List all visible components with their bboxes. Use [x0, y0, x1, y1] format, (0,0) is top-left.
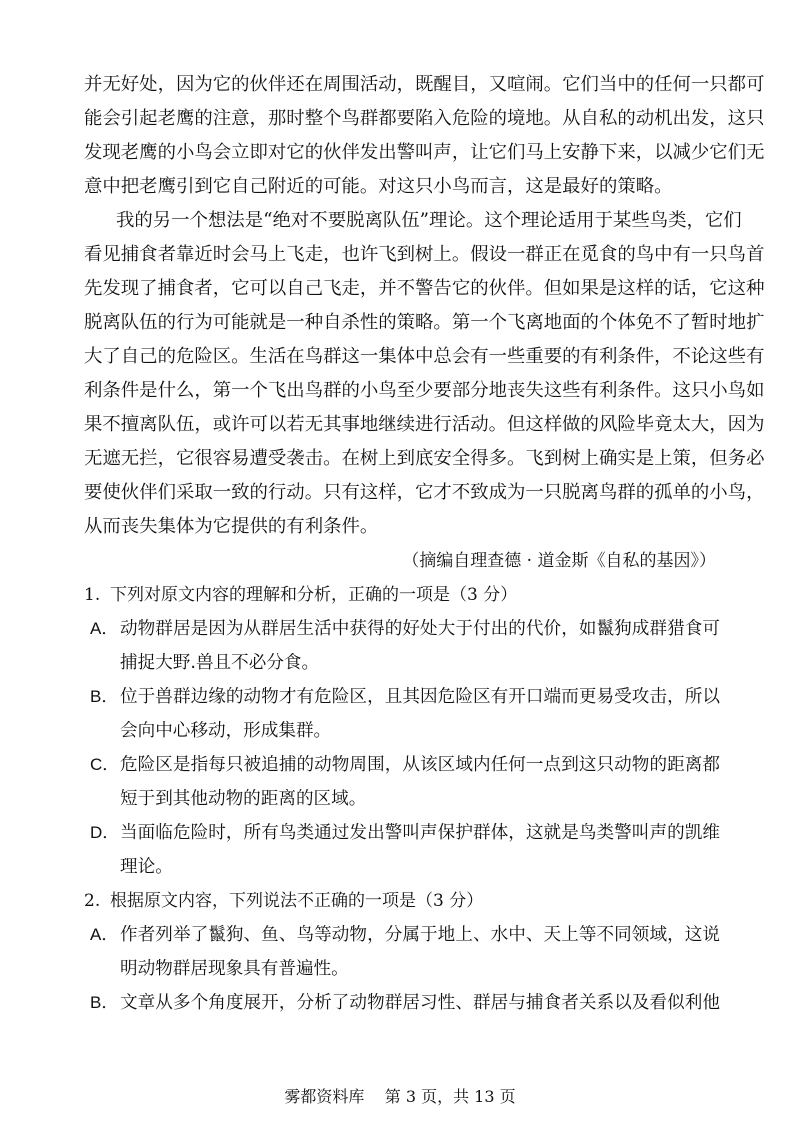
passage-p2-line-3: 先发现了捕食者，它可以自己飞走，并不警告它的伙伴。但如果是这样的话，它这种: [84, 278, 765, 299]
q2-option-b-letter: B．: [90, 993, 119, 1012]
q2-option-a-line-1: 作者列举了鬣狗、鱼、鸟等动物，分属于地上、水中、天上等不同领域，这说: [120, 925, 720, 945]
q1-option-c-letter: C．: [90, 755, 120, 774]
q2-option-a-letter: A．: [90, 925, 119, 944]
passage-p2-line-5: 大了自己的危险区。生活在鸟群这一集体中总会有一些重要的有利条件，不论这些有: [84, 346, 765, 367]
q1-option-a-letter: A．: [90, 619, 119, 638]
q1-option-c-line-1: 危险区是指每只被追捕的动物周围，从该区域内任何一点到这只动物的距离都: [120, 755, 720, 775]
q1-option-b-letter: B．: [90, 687, 119, 706]
question-1-stem: 下列对原文内容的理解和分析，正确的一项是（3 分）: [110, 585, 518, 605]
page-footer: [0, 1086, 800, 1108]
q1-option-d-letter: D．: [90, 823, 120, 842]
passage-p1-line-4: 意中把老鹰引到它自己附近的可能。对这只小鸟而言，这是最好的策略。: [84, 176, 673, 197]
footer-page-number: 第 3 页，共 13 页: [384, 1087, 516, 1106]
source-citation: （摘编自理查德 · 道金斯《自私的基因》）: [402, 551, 716, 571]
q1-option-d-line-2: 理论。: [120, 857, 173, 877]
q1-option-a-line-2: 捕捉大野.兽且不必分食。: [120, 653, 320, 673]
question-2: [84, 889, 724, 913]
question-2-stem: 根据原文内容，下列说法不正确的一项是（3 分）: [110, 891, 484, 911]
footer-library-name: 雾都资料库: [284, 1087, 365, 1106]
q1-option-c-line-2: 短于到其他动物的距离的区域。: [120, 789, 367, 809]
question-1-number: 1.: [84, 585, 101, 605]
passage-p1-line-3: 发现老鹰的小鸟会立即对它的伙伴发出警叫声，让它们马上安静下来，以减少它们无: [84, 142, 765, 163]
passage-p2-line-8: 无遮无拦，它很容易遭受袭击。在树上到底安全得多。飞到树上确实是上策，但务必: [84, 448, 765, 469]
passage-p1-line-2: 能会引起老鹰的注意，那时整个鸟群都要陷入危险的境地。从自私的动机出发，这只: [84, 108, 765, 129]
question-2-number: 2.: [84, 891, 101, 911]
question-1: [84, 583, 724, 607]
passage-p2-line-7: 果不擅离队伍，或许可以若无其事地继续进行活动。但这样做的风险毕竟太大，因为: [84, 414, 765, 435]
q1-option-b-line-2: 会向中心移动，形成集群。: [120, 721, 332, 741]
q2-option-a-line-2: 明动物群居现象具有普遍性。: [120, 959, 349, 979]
q1-option-d-line-1: 当面临危险时，所有鸟类通过发出警叫声保护群体，这就是鸟类警叫声的凯维: [120, 823, 720, 843]
q1-option-b-line-1: 位于兽群边缘的动物才有危险区，且其因危险区有开口端而更易受攻击，所以: [120, 687, 720, 707]
passage-p2-line-10: 从而丧失集体为它提供的有利条件。: [84, 516, 379, 537]
passage-p2-line-1: 我的另一个想法是“绝对不要脱离队伍”理论。这个理论适用于某些鸟类，它们: [116, 210, 742, 231]
q1-option-a-line-1: 动物群居是因为从群居生活中获得的好处大于付出的代价，如鬣狗成群猎食可: [120, 619, 720, 639]
passage-p1-line-1: 并无好处，因为它的伙伴还在周围活动，既醒目，又喧闹。它们当中的任何一只都可: [84, 74, 765, 95]
passage-p2-line-4: 脱离队伍的行为可能就是一种自杀性的策略。第一个飞离地面的个体免不了暂时地扩: [84, 312, 765, 333]
passage-p2-line-6: 利条件是什么，第一个飞出鸟群的小鸟至少要部分地丧失这些有利条件。这只小鸟如: [84, 380, 765, 401]
q2-option-b-line-1: 文章从多个角度展开，分析了动物群居习性、群居与捕食者关系以及看似利他: [120, 993, 720, 1013]
passage-p2-line-9: 要使伙伴们采取一致的行动。只有这样，它才不致成为一只脱离鸟群的孤单的小鸟，: [84, 482, 765, 503]
passage-p2-line-2: 看见捕食者靠近时会马上飞走，也许飞到树上。假设一群正在觅食的鸟中有一只鸟首: [84, 244, 765, 265]
